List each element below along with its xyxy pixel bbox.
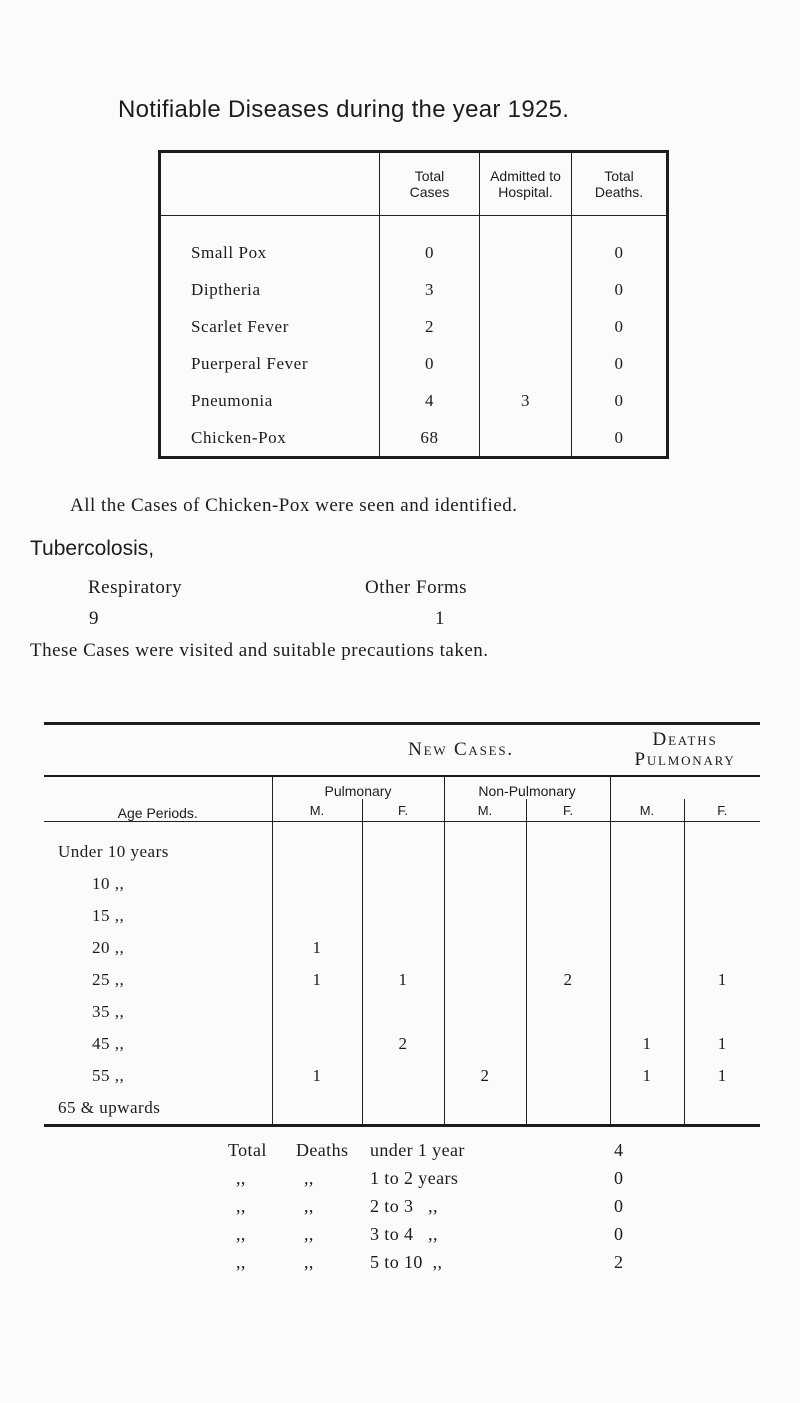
sex-header: M. <box>272 799 362 822</box>
age-period-cell: 45 ,, <box>92 1034 125 1053</box>
count-cell <box>684 868 760 900</box>
respiratory-value: 9 <box>89 608 99 629</box>
disease-name: Puerperal Fever <box>191 353 309 373</box>
count-cell <box>362 900 444 932</box>
deaths-subheader <box>610 776 760 799</box>
count-cell <box>444 932 526 964</box>
count-cell: 2 <box>444 1060 526 1092</box>
table-row <box>160 382 668 419</box>
count-cell <box>444 822 526 869</box>
age-range-label: 1 to 2 years <box>370 1168 459 1188</box>
death-count: 0 <box>614 1168 624 1188</box>
deaths-label: ,, <box>304 1168 314 1188</box>
disease-name: Scarlet Fever <box>191 316 289 336</box>
count-cell <box>444 868 526 900</box>
blank-header <box>44 724 272 777</box>
sex-header: F. <box>526 799 610 822</box>
total-deaths-cell: 0 <box>572 419 668 458</box>
table-row <box>160 271 668 308</box>
age-range-label: under 1 year <box>370 1140 465 1160</box>
age-range-label: 2 to 3 ,, <box>370 1196 438 1216</box>
count-cell <box>526 1028 610 1060</box>
count-cell <box>684 996 760 1028</box>
count-cell: 1 <box>362 964 444 996</box>
sex-header: F. <box>684 799 760 822</box>
count-cell <box>362 868 444 900</box>
count-cell <box>362 1092 444 1126</box>
age-period-cell: 55 ,, <box>92 1066 125 1085</box>
total-label: Total <box>228 1140 267 1160</box>
age-range-label: 3 to 4 ,, <box>370 1224 438 1244</box>
count-cell <box>610 822 684 869</box>
count-cell <box>272 1092 362 1126</box>
age-period-cell: 10 ,, <box>92 874 125 893</box>
admitted-header: Admitted to Hospital. <box>480 152 572 216</box>
death-count: 2 <box>614 1252 624 1272</box>
count-cell <box>610 900 684 932</box>
table-row <box>160 308 668 345</box>
tuberculosis-age-table <box>44 722 760 1127</box>
total-label: ,, <box>236 1196 246 1216</box>
count-cell <box>526 932 610 964</box>
disease-name: Pneumonia <box>191 390 273 410</box>
count-cell: 1 <box>272 1060 362 1092</box>
count-cell <box>272 868 362 900</box>
count-cell <box>526 900 610 932</box>
disease-name: Small Pox <box>191 242 267 262</box>
notifiable-diseases-table <box>158 150 669 459</box>
chickenpox-note: All the Cases of Chicken-Pox were seen and identified. <box>70 495 518 516</box>
total-deaths-cell: 0 <box>572 345 668 382</box>
age-range-label: 5 to 10 ,, <box>370 1252 443 1272</box>
count-cell <box>526 822 610 869</box>
respiratory-label: Respiratory <box>88 577 183 598</box>
total-label: ,, <box>236 1252 246 1272</box>
age-periods-header: Age Periods. <box>44 776 272 822</box>
count-cell <box>526 1092 610 1126</box>
count-cell <box>526 868 610 900</box>
deaths-label: ,, <box>304 1224 314 1244</box>
count-cell <box>610 1092 684 1126</box>
table-row <box>160 419 668 458</box>
table-row <box>44 822 760 869</box>
count-cell <box>444 964 526 996</box>
age-period-cell: Under 10 years <box>58 842 169 861</box>
table-header-row <box>160 152 668 216</box>
table-row <box>44 900 760 932</box>
count-cell <box>444 1092 526 1126</box>
count-cell <box>362 996 444 1028</box>
total-deaths-cell: 0 <box>572 308 668 345</box>
count-cell <box>362 1060 444 1092</box>
count-cell <box>272 900 362 932</box>
table-row <box>44 1060 760 1092</box>
table-row <box>160 345 668 382</box>
count-cell: 2 <box>526 964 610 996</box>
total-cases-cell: 68 <box>380 419 480 458</box>
disease-name: Chicken-Pox <box>191 427 287 447</box>
count-cell <box>684 822 760 869</box>
count-cell: 1 <box>272 964 362 996</box>
total-deaths-cell: 0 <box>572 271 668 308</box>
total-label: ,, <box>236 1224 246 1244</box>
age-table-body <box>44 822 760 1126</box>
deaths-label: ,, <box>304 1196 314 1216</box>
count-cell <box>444 900 526 932</box>
total-cases-header: Total Cases <box>380 152 480 216</box>
total-label: ,, <box>236 1168 246 1188</box>
admitted-cell <box>480 308 572 345</box>
other-forms-label: Other Forms <box>365 577 468 598</box>
count-cell: 1 <box>684 964 760 996</box>
disease-column-header <box>160 152 380 216</box>
tuberculosis-note: These Cases were visited and suitable precautions taken. <box>30 640 489 661</box>
count-cell: 1 <box>610 1028 684 1060</box>
count-cell <box>684 900 760 932</box>
count-cell: 1 <box>684 1060 760 1092</box>
other-forms-value: 1 <box>435 608 445 629</box>
pulmonary-header: Pulmonary <box>272 776 444 799</box>
table-row <box>44 1028 760 1060</box>
count-cell <box>272 822 362 869</box>
total-deaths-cell: 0 <box>572 216 668 272</box>
total-deaths-header: Total Deaths. <box>572 152 668 216</box>
total-cases-cell: 2 <box>380 308 480 345</box>
sex-header: F. <box>362 799 444 822</box>
count-cell <box>272 996 362 1028</box>
deaths-header-line2: Pulmonary <box>634 749 736 770</box>
deaths-label: ,, <box>304 1252 314 1272</box>
count-cell <box>610 964 684 996</box>
admitted-cell <box>480 271 572 308</box>
disease-name: Diptheria <box>191 279 261 299</box>
admitted-cell <box>480 345 572 382</box>
total-deaths-cell: 0 <box>572 382 668 419</box>
death-count: 4 <box>614 1140 624 1160</box>
deaths-header-line1: Deaths <box>652 729 718 750</box>
count-cell: 1 <box>272 932 362 964</box>
count-cell <box>610 932 684 964</box>
table-row <box>44 996 760 1028</box>
count-cell <box>684 1092 760 1126</box>
count-cell <box>610 996 684 1028</box>
non-pulmonary-header: Non-Pulmonary <box>444 776 610 799</box>
table-row <box>44 868 760 900</box>
page-title: Notifiable Diseases during the year 1925. <box>118 96 570 123</box>
count-cell <box>272 1028 362 1060</box>
total-cases-cell: 0 <box>380 216 480 272</box>
count-cell <box>526 1060 610 1092</box>
death-count: 0 <box>614 1196 624 1216</box>
sex-header: M. <box>610 799 684 822</box>
count-cell <box>684 932 760 964</box>
table-row <box>160 216 668 272</box>
deaths-label: Deaths <box>296 1140 349 1160</box>
admitted-cell: 3 <box>480 382 572 419</box>
age-period-cell: 15 ,, <box>92 906 125 925</box>
count-cell <box>362 822 444 869</box>
new-cases-header: New Cases. <box>272 724 610 777</box>
total-cases-cell: 0 <box>380 345 480 382</box>
count-cell <box>362 932 444 964</box>
table-header-row <box>44 724 760 777</box>
sex-header: M. <box>444 799 526 822</box>
admitted-cell <box>480 216 572 272</box>
count-cell: 2 <box>362 1028 444 1060</box>
count-cell <box>526 996 610 1028</box>
admitted-cell <box>480 419 572 458</box>
table-row <box>44 964 760 996</box>
count-cell: 1 <box>684 1028 760 1060</box>
age-period-cell: 35 ,, <box>92 1002 125 1021</box>
table-row <box>44 932 760 964</box>
count-cell <box>610 868 684 900</box>
total-cases-cell: 3 <box>380 271 480 308</box>
count-cell <box>444 996 526 1028</box>
tuberculosis-heading: Tubercolosis, <box>30 537 155 560</box>
age-period-cell: 65 & upwards <box>58 1098 161 1117</box>
total-cases-cell: 4 <box>380 382 480 419</box>
death-count: 0 <box>614 1224 624 1244</box>
table-header-row <box>44 776 760 799</box>
deaths-pulmonary-header <box>610 724 760 777</box>
table-row <box>44 1092 760 1126</box>
age-period-cell: 20 ,, <box>92 938 125 957</box>
count-cell: 1 <box>610 1060 684 1092</box>
age-period-cell: 25 ,, <box>92 970 125 989</box>
count-cell <box>444 1028 526 1060</box>
